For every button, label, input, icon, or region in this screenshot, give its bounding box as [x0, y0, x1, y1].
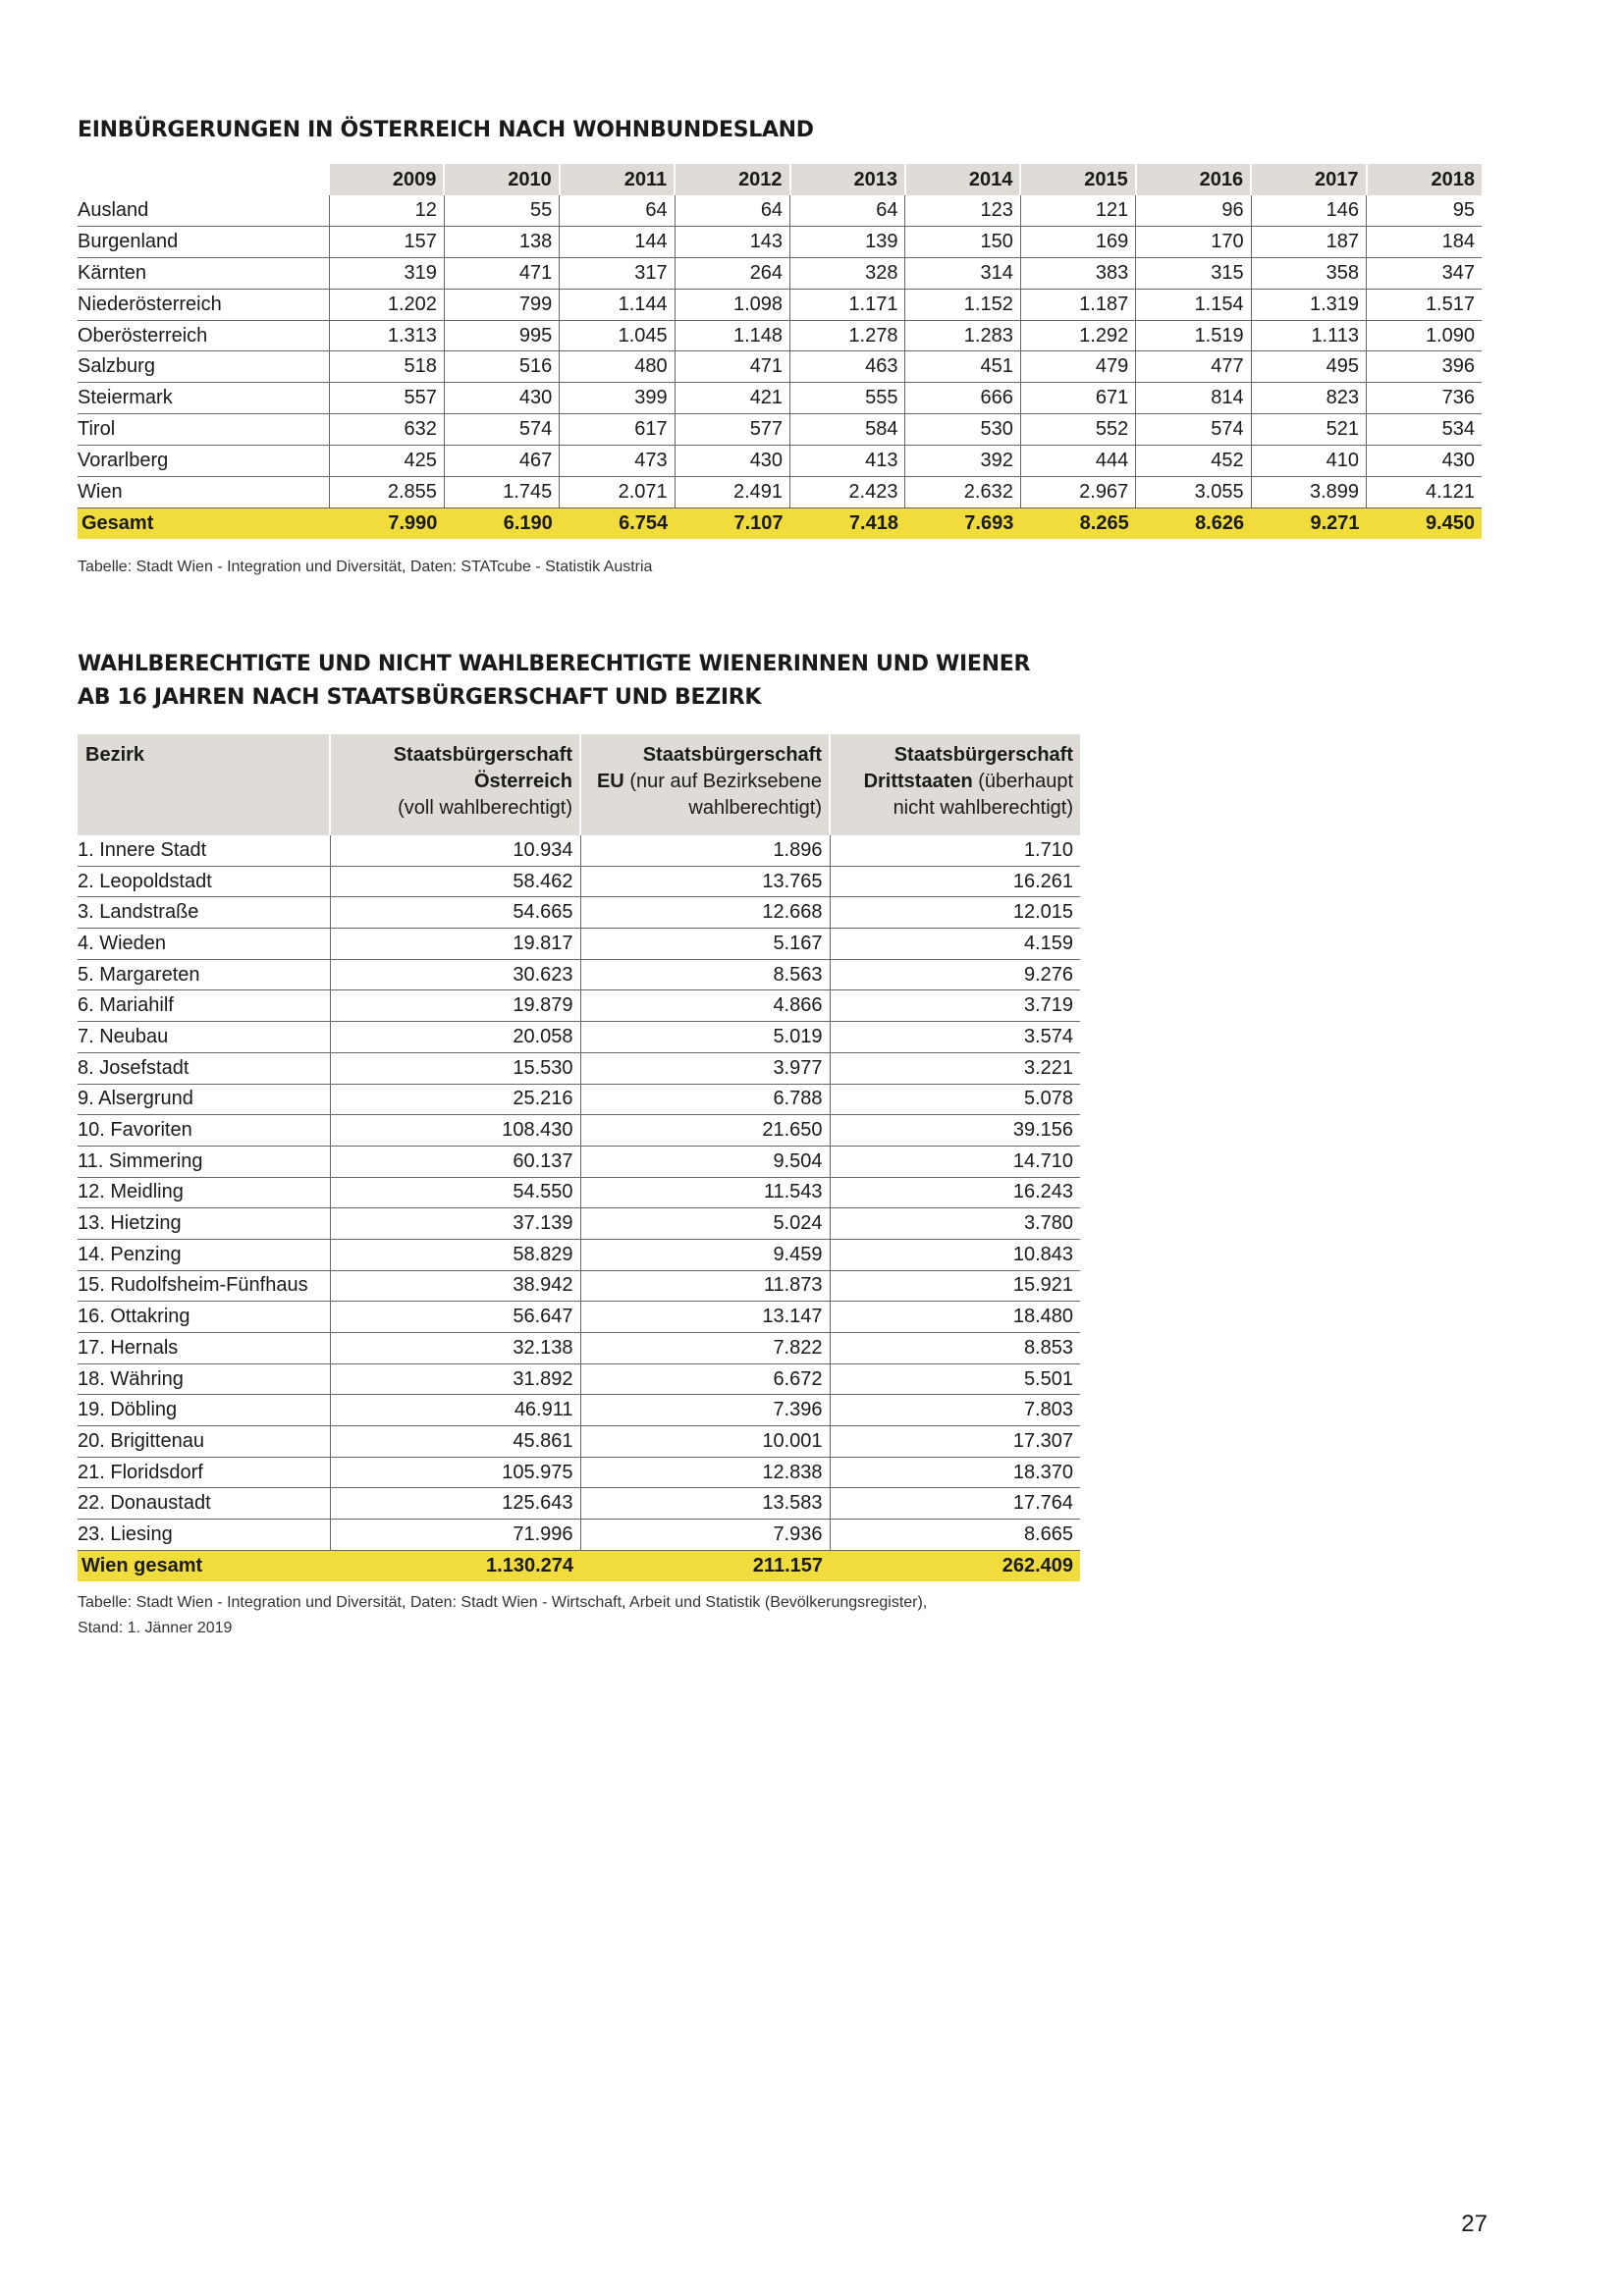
value-cell: 479	[1020, 351, 1135, 383]
value-cell: 38.942	[330, 1270, 580, 1302]
district-label: 7. Neubau	[78, 1022, 330, 1053]
value-cell: 3.977	[580, 1052, 830, 1084]
value-cell: 5.167	[580, 929, 830, 960]
year-header: 2012	[675, 164, 789, 195]
value-cell: 814	[1136, 383, 1251, 414]
value-cell: 187	[1251, 226, 1366, 257]
value-cell: 392	[905, 446, 1020, 477]
value-cell: 521	[1251, 414, 1366, 446]
value-cell: 1.517	[1367, 289, 1482, 320]
value-cell: 11.543	[580, 1177, 830, 1208]
value-cell: 2.632	[905, 477, 1020, 508]
value-cell: 30.623	[330, 959, 580, 990]
value-cell: 557	[329, 383, 444, 414]
value-cell: 9.276	[830, 959, 1080, 990]
value-cell: 4.866	[580, 990, 830, 1022]
value-cell: 3.574	[830, 1022, 1080, 1053]
table-row	[78, 1115, 1080, 1147]
table-row	[78, 1052, 1080, 1084]
value-cell: 184	[1367, 226, 1482, 257]
value-cell: 13.765	[580, 866, 830, 897]
section1-caption: Tabelle: Stadt Wien - Integration und Diversität, Daten: STATcube - Statistik Austria	[78, 559, 653, 575]
total-label: Gesamt	[78, 507, 329, 538]
value-cell: 421	[675, 383, 789, 414]
value-cell: 19.817	[330, 929, 580, 960]
total-value-cell: 7.107	[675, 507, 789, 538]
header-austria-line2: Österreich	[473, 771, 572, 792]
value-cell: 95	[1367, 195, 1482, 226]
header-austria	[330, 734, 580, 835]
table-row	[78, 226, 1482, 257]
table-row	[78, 929, 1080, 960]
value-cell: 7.803	[830, 1395, 1080, 1426]
value-cell: 1.283	[905, 320, 1020, 351]
district-label: 11. Simmering	[78, 1146, 330, 1177]
value-cell: 1.154	[1136, 289, 1251, 320]
table-row	[78, 866, 1080, 897]
district-label: 10. Favoriten	[78, 1115, 330, 1147]
value-cell: 1.152	[905, 289, 1020, 320]
value-cell: 19.879	[330, 990, 580, 1022]
value-cell: 60.137	[330, 1146, 580, 1177]
value-cell: 14.710	[830, 1146, 1080, 1177]
district-label: 18. Währing	[78, 1363, 330, 1395]
total-value-cell: 7.418	[790, 507, 905, 538]
value-cell: 632	[329, 414, 444, 446]
value-cell: 574	[444, 414, 559, 446]
district-label: 21. Floridsdorf	[78, 1457, 330, 1488]
value-cell: 8.665	[830, 1520, 1080, 1551]
value-cell: 143	[675, 226, 789, 257]
total-value-cell: 262.409	[830, 1550, 1080, 1580]
table-row	[78, 990, 1080, 1022]
value-cell: 480	[560, 351, 675, 383]
value-cell: 452	[1136, 446, 1251, 477]
value-cell: 577	[675, 414, 789, 446]
value-cell: 3.055	[1136, 477, 1251, 508]
table-row	[78, 1084, 1080, 1115]
district-label: 22. Donaustadt	[78, 1488, 330, 1520]
value-cell: 64	[675, 195, 789, 226]
header-blank-cell	[78, 164, 329, 195]
value-cell: 9.459	[580, 1239, 830, 1270]
value-cell: 516	[444, 351, 559, 383]
district-label: 3. Landstraße	[78, 897, 330, 929]
value-cell: 555	[790, 383, 905, 414]
value-cell: 10.843	[830, 1239, 1080, 1270]
table-row	[78, 1022, 1080, 1053]
table-row	[78, 1239, 1080, 1270]
value-cell: 1.896	[580, 835, 830, 866]
table-row	[78, 289, 1482, 320]
value-cell: 5.024	[580, 1208, 830, 1240]
value-cell: 55	[444, 195, 559, 226]
value-cell: 6.672	[580, 1363, 830, 1395]
year-header: 2014	[905, 164, 1020, 195]
header-eu-line3: wahlberechtigt)	[688, 797, 822, 819]
header-eu-line1: Staatsbürgerschaft	[642, 744, 822, 766]
value-cell: 552	[1020, 414, 1135, 446]
section1-title: EINBÜRGERUNGEN IN ÖSTERREICH NACH WOHNBUNDESLAND	[78, 118, 814, 142]
value-cell: 157	[329, 226, 444, 257]
header-austria-line3: (voll wahlberechtigt)	[398, 797, 572, 819]
value-cell: 495	[1251, 351, 1366, 383]
value-cell: 71.996	[330, 1520, 580, 1551]
value-cell: 15.921	[830, 1270, 1080, 1302]
value-cell: 1.745	[444, 477, 559, 508]
row-label: Kärnten	[78, 257, 329, 289]
total-value-cell: 6.754	[560, 507, 675, 538]
value-cell: 146	[1251, 195, 1366, 226]
value-cell: 823	[1251, 383, 1366, 414]
header-austria-line1: Staatsbürgerschaft	[393, 744, 572, 766]
table-row	[78, 1208, 1080, 1240]
header-third-countries	[830, 734, 1080, 835]
value-cell: 150	[905, 226, 1020, 257]
table-row	[78, 1333, 1080, 1364]
value-cell: 1.319	[1251, 289, 1366, 320]
header-third-line3: nicht wahlberechtigt)	[893, 797, 1073, 819]
value-cell: 8.853	[830, 1333, 1080, 1364]
value-cell: 4.159	[830, 929, 1080, 960]
total-value-cell: 7.990	[329, 507, 444, 538]
value-cell: 21.650	[580, 1115, 830, 1147]
value-cell: 12.838	[580, 1457, 830, 1488]
row-label: Ausland	[78, 195, 329, 226]
table-row	[78, 1426, 1080, 1458]
value-cell: 328	[790, 257, 905, 289]
value-cell: 96	[1136, 195, 1251, 226]
district-label: 4. Wieden	[78, 929, 330, 960]
section2-caption: Tabelle: Stadt Wien - Integration und Diversität, Daten: Stadt Wien - Wirtschaft, Arbeit und Statistik (Bevölkerungsregister), Stand: 1. Jänner 2019	[78, 1594, 928, 1636]
table-row	[78, 1457, 1080, 1488]
value-cell: 58.462	[330, 866, 580, 897]
value-cell: 144	[560, 226, 675, 257]
value-cell: 108.430	[330, 1115, 580, 1147]
value-cell: 574	[1136, 414, 1251, 446]
value-cell: 7.822	[580, 1333, 830, 1364]
value-cell: 56.647	[330, 1302, 580, 1333]
value-cell: 139	[790, 226, 905, 257]
value-cell: 121	[1020, 195, 1135, 226]
value-cell: 32.138	[330, 1333, 580, 1364]
value-cell: 18.480	[830, 1302, 1080, 1333]
table-header-row	[78, 734, 1080, 835]
row-label: Steiermark	[78, 383, 329, 414]
district-label: 17. Hernals	[78, 1333, 330, 1364]
value-cell: 16.261	[830, 866, 1080, 897]
voters-by-district-table	[78, 734, 1080, 1581]
value-cell: 125.643	[330, 1488, 580, 1520]
row-label: Tirol	[78, 414, 329, 446]
value-cell: 25.216	[330, 1084, 580, 1115]
total-value-cell: 9.450	[1367, 507, 1482, 538]
district-label: 15. Rudolfsheim-Fünfhaus	[78, 1270, 330, 1302]
table-row	[78, 1302, 1080, 1333]
value-cell: 105.975	[330, 1457, 580, 1488]
table-row	[78, 257, 1482, 289]
value-cell: 396	[1367, 351, 1482, 383]
table-row	[78, 835, 1080, 866]
table-row	[78, 1395, 1080, 1426]
table-header-row	[78, 164, 1482, 195]
table-row	[78, 1488, 1080, 1520]
table-row	[78, 1177, 1080, 1208]
total-row	[78, 507, 1482, 538]
section2-title: WAHLBERECHTIGTE UND NICHT WAHLBERECHTIGTE WIENERINNEN UND WIENER AB 16 JAHREN NACH STAATSBÜRGERSCHAFT UND BEZIRK	[78, 652, 1031, 710]
value-cell: 617	[560, 414, 675, 446]
district-label: 12. Meidling	[78, 1177, 330, 1208]
value-cell: 17.764	[830, 1488, 1080, 1520]
value-cell: 2.967	[1020, 477, 1135, 508]
value-cell: 5.019	[580, 1022, 830, 1053]
total-value-cell: 8.626	[1136, 507, 1251, 538]
value-cell: 12	[329, 195, 444, 226]
value-cell: 1.202	[329, 289, 444, 320]
year-header: 2017	[1251, 164, 1366, 195]
header-bezirk: Bezirk	[78, 734, 330, 835]
page-number: 27	[1461, 2211, 1488, 2237]
district-label: 14. Penzing	[78, 1239, 330, 1270]
district-label: 5. Margareten	[78, 959, 330, 990]
value-cell: 430	[675, 446, 789, 477]
value-cell: 736	[1367, 383, 1482, 414]
value-cell: 46.911	[330, 1395, 580, 1426]
value-cell: 12.015	[830, 897, 1080, 929]
value-cell: 17.307	[830, 1426, 1080, 1458]
value-cell: 58.829	[330, 1239, 580, 1270]
value-cell: 9.504	[580, 1146, 830, 1177]
value-cell: 45.861	[330, 1426, 580, 1458]
table-row	[78, 477, 1482, 508]
value-cell: 2.423	[790, 477, 905, 508]
value-cell: 317	[560, 257, 675, 289]
district-label: 1. Innere Stadt	[78, 835, 330, 866]
district-label: 19. Döbling	[78, 1395, 330, 1426]
district-label: 20. Brigittenau	[78, 1426, 330, 1458]
value-cell: 8.563	[580, 959, 830, 990]
value-cell: 1.278	[790, 320, 905, 351]
value-cell: 1.113	[1251, 320, 1366, 351]
value-cell: 37.139	[330, 1208, 580, 1240]
naturalizations-table	[78, 164, 1482, 539]
table-row	[78, 897, 1080, 929]
table-row	[78, 959, 1080, 990]
value-cell: 463	[790, 351, 905, 383]
table-row	[78, 383, 1482, 414]
value-cell: 64	[560, 195, 675, 226]
table-row	[78, 320, 1482, 351]
value-cell: 7.936	[580, 1520, 830, 1551]
header-eu-bold: EU	[596, 771, 624, 792]
value-cell: 1.045	[560, 320, 675, 351]
value-cell: 1.171	[790, 289, 905, 320]
value-cell: 995	[444, 320, 559, 351]
row-label: Salzburg	[78, 351, 329, 383]
year-header: 2013	[790, 164, 905, 195]
value-cell: 1.148	[675, 320, 789, 351]
value-cell: 54.665	[330, 897, 580, 929]
value-cell: 6.788	[580, 1084, 830, 1115]
header-third-bold: Drittstaaten	[863, 771, 973, 792]
total-value-cell: 6.190	[444, 507, 559, 538]
value-cell: 31.892	[330, 1363, 580, 1395]
district-label: 23. Liesing	[78, 1520, 330, 1551]
value-cell: 13.583	[580, 1488, 830, 1520]
value-cell: 12.668	[580, 897, 830, 929]
value-cell: 1.187	[1020, 289, 1135, 320]
value-cell: 15.530	[330, 1052, 580, 1084]
value-cell: 534	[1367, 414, 1482, 446]
total-row	[78, 1550, 1080, 1580]
value-cell: 18.370	[830, 1457, 1080, 1488]
value-cell: 64	[790, 195, 905, 226]
table-row	[78, 1270, 1080, 1302]
value-cell: 1.098	[675, 289, 789, 320]
total-value-cell: 9.271	[1251, 507, 1366, 538]
value-cell: 7.396	[580, 1395, 830, 1426]
value-cell: 3.719	[830, 990, 1080, 1022]
value-cell: 383	[1020, 257, 1135, 289]
table-row	[78, 1146, 1080, 1177]
value-cell: 264	[675, 257, 789, 289]
total-value-cell: 8.265	[1020, 507, 1135, 538]
value-cell: 430	[1367, 446, 1482, 477]
value-cell: 20.058	[330, 1022, 580, 1053]
value-cell: 138	[444, 226, 559, 257]
value-cell: 799	[444, 289, 559, 320]
value-cell: 671	[1020, 383, 1135, 414]
header-eu	[580, 734, 830, 835]
year-header: 2016	[1136, 164, 1251, 195]
district-label: 8. Josefstadt	[78, 1052, 330, 1084]
row-label: Niederösterreich	[78, 289, 329, 320]
value-cell: 467	[444, 446, 559, 477]
year-header: 2009	[329, 164, 444, 195]
district-label: 16. Ottakring	[78, 1302, 330, 1333]
header-third-rest: (überhaupt	[972, 771, 1073, 792]
value-cell: 16.243	[830, 1177, 1080, 1208]
value-cell: 1.144	[560, 289, 675, 320]
district-label: 9. Alsergrund	[78, 1084, 330, 1115]
total-label: Wien gesamt	[78, 1550, 330, 1580]
value-cell: 473	[560, 446, 675, 477]
district-label: 6. Mariahilf	[78, 990, 330, 1022]
value-cell: 477	[1136, 351, 1251, 383]
total-value-cell: 7.693	[905, 507, 1020, 538]
table-row	[78, 1363, 1080, 1395]
value-cell: 5.078	[830, 1084, 1080, 1115]
value-cell: 319	[329, 257, 444, 289]
header-third-line1: Staatsbürgerschaft	[893, 744, 1073, 766]
table-row	[78, 1520, 1080, 1551]
header-eu-rest: (nur auf Bezirksebene	[623, 771, 822, 792]
value-cell: 430	[444, 383, 559, 414]
value-cell: 314	[905, 257, 1020, 289]
year-header: 2010	[444, 164, 559, 195]
row-label: Vorarlberg	[78, 446, 329, 477]
value-cell: 2.491	[675, 477, 789, 508]
value-cell: 170	[1136, 226, 1251, 257]
year-header: 2011	[560, 164, 675, 195]
total-value-cell: 211.157	[580, 1550, 830, 1580]
total-value-cell: 1.130.274	[330, 1550, 580, 1580]
value-cell: 518	[329, 351, 444, 383]
value-cell: 410	[1251, 446, 1366, 477]
value-cell: 425	[329, 446, 444, 477]
value-cell: 358	[1251, 257, 1366, 289]
table-row	[78, 351, 1482, 383]
value-cell: 4.121	[1367, 477, 1482, 508]
value-cell: 530	[905, 414, 1020, 446]
value-cell: 3.221	[830, 1052, 1080, 1084]
value-cell: 413	[790, 446, 905, 477]
value-cell: 1.090	[1367, 320, 1482, 351]
value-cell: 1.292	[1020, 320, 1135, 351]
value-cell: 54.550	[330, 1177, 580, 1208]
row-label: Oberösterreich	[78, 320, 329, 351]
value-cell: 3.899	[1251, 477, 1366, 508]
value-cell: 10.001	[580, 1426, 830, 1458]
district-label: 2. Leopoldstadt	[78, 866, 330, 897]
value-cell: 10.934	[330, 835, 580, 866]
value-cell: 315	[1136, 257, 1251, 289]
value-cell: 471	[444, 257, 559, 289]
district-label: 13. Hietzing	[78, 1208, 330, 1240]
value-cell: 584	[790, 414, 905, 446]
value-cell: 1.710	[830, 835, 1080, 866]
value-cell: 11.873	[580, 1270, 830, 1302]
year-header: 2015	[1020, 164, 1135, 195]
value-cell: 13.147	[580, 1302, 830, 1333]
year-header: 2018	[1367, 164, 1482, 195]
value-cell: 1.313	[329, 320, 444, 351]
row-label: Wien	[78, 477, 329, 508]
value-cell: 451	[905, 351, 1020, 383]
value-cell: 666	[905, 383, 1020, 414]
value-cell: 399	[560, 383, 675, 414]
value-cell: 1.519	[1136, 320, 1251, 351]
table-row	[78, 446, 1482, 477]
value-cell: 444	[1020, 446, 1135, 477]
value-cell: 39.156	[830, 1115, 1080, 1147]
value-cell: 471	[675, 351, 789, 383]
value-cell: 169	[1020, 226, 1135, 257]
value-cell: 5.501	[830, 1363, 1080, 1395]
value-cell: 3.780	[830, 1208, 1080, 1240]
value-cell: 123	[905, 195, 1020, 226]
table-row	[78, 195, 1482, 226]
value-cell: 2.855	[329, 477, 444, 508]
value-cell: 347	[1367, 257, 1482, 289]
row-label: Burgenland	[78, 226, 329, 257]
value-cell: 2.071	[560, 477, 675, 508]
table-row	[78, 414, 1482, 446]
